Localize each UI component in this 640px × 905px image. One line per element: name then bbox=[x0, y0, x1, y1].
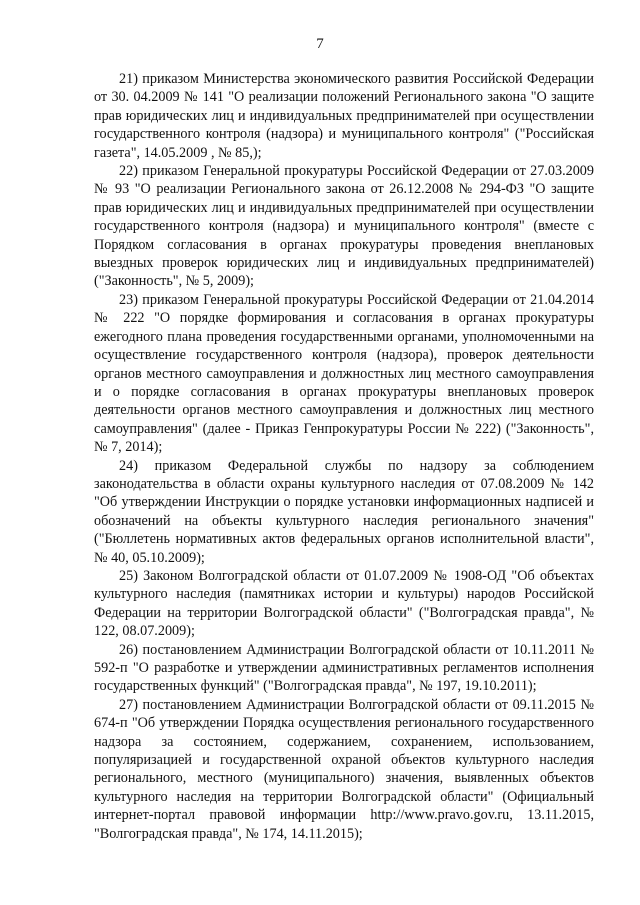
list-item: 23) приказом Генеральной прокуратуры Российской Федерации от 21.04.2014 № 222 "О порядке формирования и согласования в органах прокуратуры ежегодного плана проведения государственными органами, уполномоченными на осуществление государственного контроля (надзора), проверок деятельности органов местного самоуправления и должностных лиц местного самоуправления и о порядке согласования в органах прокуратуры внеплановых проверок деятельности органов местного самоуправления и должностных лиц местного самоуправления" (далее - Приказ Генпрокуратуры России № 222) ("Законность", № 7, 2014); bbox=[94, 291, 594, 456]
list-item: 24) приказом Федеральной службы по надзору за соблюдением законодательства в области охраны культурного наследия от 07.08.2009 № 142 "Об утверждении Инструкции о порядке установки информационных надписей и обозначений на объекты культурного наследия регионального значения" ("Бюллетень нормативных актов федеральных органов исполнительной власти", № 40, 05.10.2009); bbox=[94, 457, 594, 566]
list-item: 21) приказом Министерства экономического развития Российской Федерации от 30. 04.2009 № 141 "О реализации положений Регионального закона "О защите прав юридических лиц и индивидуальных предпринимателей при осуществлении государственного контроля (надзора) и муниципального контроля" ("Российская газета", 14.05.2009 , № 85,); bbox=[94, 71, 594, 161]
list-item: 27) постановлением Администрации Волгоградской области от 09.11.2015 № 674-п "Об утверждении Порядка осуществления регионального государственного надзора за состоянием, содержанием, сохранением, использованием, популяризацией и государственной охраной объектов культурного наследия регионального, местного (муниципального) значения, выявленных объектов культурного наследия на территории Волгоградской области" (Официальный интернет-портал правовой информации http://www.pravo.gov.ru, 13.11.2015, "Волгоградская правда", № 174, 14.11.2015); bbox=[94, 696, 594, 842]
page-number: 7 bbox=[316, 36, 324, 52]
list-item: 25) Законом Волгоградской области от 01.07.2009 № 1908-ОД "Об объектах культурного наследия (памятниках истории и культуры) народов Российской Федерации на территории Волгоградской области" ("Волгоградская правда", № 122, 08.07.2009); bbox=[94, 567, 594, 640]
list-item: 22) приказом Генеральной прокуратуры Российской Федерации от 27.03.2009 № 93 "О реализации Регионального закона от 26.12.2008 № 294-ФЗ "О защите прав юридических лиц и индивидуальных предпринимателей при осуществлении государственного контроля (надзора) и муниципального контроля" (вместе с Порядком согласования в органах прокуратуры проведения внеплановых выездных проверок юридических лиц и индивидуальных предпринимателей) ("Законность", № 5, 2009); bbox=[94, 163, 594, 290]
list-item: 26) постановлением Администрации Волгоградской области от 10.11.2011 № 592-п "О разработке и утверждении административных регламентов исполнения государственных функций" ("Волгоградская правда", № 197, 19.10.2011); bbox=[94, 641, 594, 695]
document-body bbox=[94, 70, 594, 843]
